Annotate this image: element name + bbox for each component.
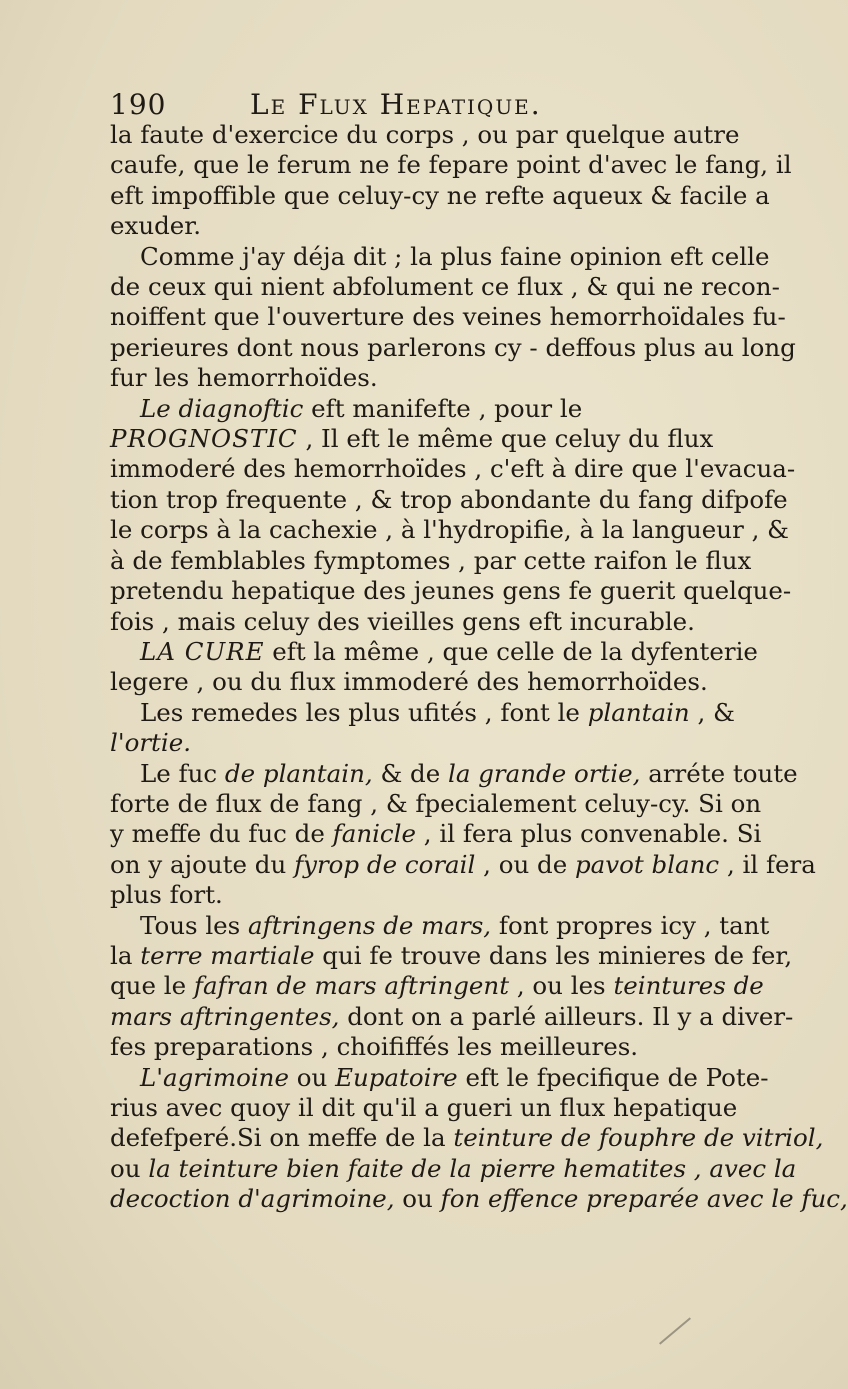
text-line: la terre martiale qui fe trouve dans les minieres de fer, <box>110 940 793 970</box>
text-line: on y ajoute du fyrop de corail , ou de pavot blanc , il fera <box>110 849 816 879</box>
page-header <box>110 88 790 121</box>
text-line: L'agrimoine ou Eupatoire eft le fpecifique de Pote- <box>140 1062 769 1092</box>
text-line: le corps à la cachexie , à l'hydropifie, à la langueur , & <box>110 515 789 545</box>
text-line: decoction d'agrimoine, ou fon effence preparée avec le fuc, <box>110 1184 848 1214</box>
page-number: 190 <box>110 88 167 121</box>
text-line: perieures dont nous parlerons cy - deffous plus au long <box>110 332 796 362</box>
text-line: LA CURE eft la même , que celle de la dyfenterie <box>140 636 758 666</box>
text-line: exuder. <box>110 211 202 241</box>
text-line: Tous les aftringens de mars, font propres icy , tant <box>140 910 770 940</box>
text-line: mars aftringentes, dont on a parlé ailleurs. Il y a diver- <box>110 1001 794 1031</box>
text-line: tion trop frequente , & trop abondante du fang difpofe <box>110 484 788 514</box>
text-line: Comme j'ay déja dit ; la plus faine opinion eft celle <box>140 241 770 271</box>
text-line: caufe, que le ferum ne fe fepare point d'avec le fang, il <box>110 150 792 180</box>
text-line: rius avec quoy il dit qu'il a gueri un flux hepatique <box>110 1093 738 1122</box>
text-line: noiffent que l'ouverture des veines hemorrhoïdales fu- <box>110 302 786 332</box>
text-line: Le diagnoftic eft manifefte , pour le <box>140 393 583 423</box>
text-line: que le fafran de mars aftringent , ou les teintures de <box>110 971 764 1001</box>
text-line: à de femblables fymptomes , par cette raifon le flux <box>110 545 752 575</box>
body-text <box>110 120 848 1215</box>
text-line: fur les hemorrhoïdes. <box>110 363 378 393</box>
text-line: fois , mais celuy des vieilles gens eft incurable. <box>110 606 695 636</box>
text-line: la faute d'exercice du corps , ou par quelque autre <box>110 120 740 149</box>
pencil-mark <box>659 1317 691 1344</box>
book-page <box>110 88 848 1215</box>
text-line: plus fort. <box>110 880 223 910</box>
text-line: legere , ou du flux immoderé des hemorrhoïdes. <box>110 667 708 697</box>
text-line: pretendu hepatique des jeunes gens fe guerit quelque- <box>110 576 792 606</box>
text-line: l'ortie. <box>110 728 192 758</box>
text-line: defefperé.Si on meffe de la teinture de fouphre de vitriol, <box>110 1123 824 1153</box>
text-line: de ceux qui nient abfolument ce flux , & qui ne recon- <box>110 272 780 302</box>
running-title: Le Flux Hepatique. <box>250 88 542 121</box>
text-line: ou la teinture bien faite de la pierre hematites , avec la <box>110 1153 797 1183</box>
text-line: Le fuc de plantain, & de la grande ortie, arréte toute <box>140 758 798 788</box>
text-line: eft impoffible que celuy-cy ne refte aqueux & facile a <box>110 180 770 210</box>
text-line: fes preparations , choififfés les meilleures. <box>110 1032 639 1062</box>
text-line: forte de flux de fang , & fpecialement celuy-cy. Si on <box>110 788 762 818</box>
text-line: Les remedes les plus ufités , font le plantain , & <box>140 697 735 727</box>
text-line: immoderé des hemorrhoïdes , c'eft à dire que l'evacua- <box>110 454 796 484</box>
text-line: y meffe du fuc de fanicle , il fera plus convenable. Si <box>110 819 762 849</box>
text-line: PROGNOSTIC , Il eft le même que celuy du flux <box>110 424 714 454</box>
